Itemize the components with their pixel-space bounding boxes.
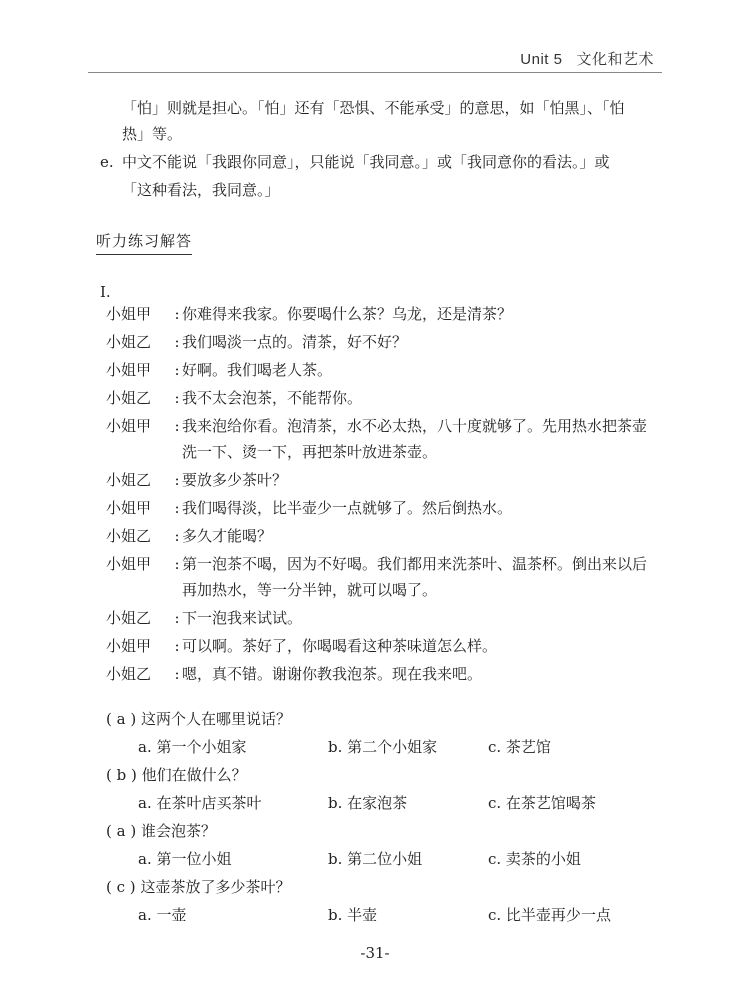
- option: c. 卖茶的小姐: [488, 850, 581, 868]
- utterance: 要放多少茶叶？: [182, 471, 288, 489]
- speaker: 小姐乙: [106, 609, 152, 627]
- dialogue-line: 小姐乙 : 下一泡我来试试。: [106, 606, 302, 630]
- question-label: ( a ): [106, 822, 137, 840]
- question-text: 谁会泡茶？: [140, 822, 216, 840]
- section-title: 听力练习解答: [96, 230, 192, 255]
- dialogue-line: 小姐甲 : 我来泡给你看。泡清茶，水不必太热，八十度就够了。先用热水把茶壶: [106, 414, 647, 438]
- option: c. 比半壶再少一点: [488, 906, 611, 924]
- speaker: 小姐乙: [106, 527, 152, 545]
- dialogue-line: 小姐甲 : 我们喝得淡，比半壶少一点就够了。然后倒热水。: [106, 496, 512, 520]
- speaker: 小姐甲: [106, 499, 152, 517]
- utterance: 我们喝得淡，比半壶少一点就够了。然后倒热水。: [182, 499, 513, 517]
- utterance-continued: 洗一下、烫一下，再把茶叶放进茶壶。: [182, 443, 438, 461]
- option: a. 第一个小姐家: [138, 738, 247, 756]
- question-label: ( b ): [106, 766, 137, 784]
- utterance: 你难得来我家。你要喝什么茶？乌龙，还是清茶？: [182, 305, 513, 323]
- utterance: 第一泡茶不喝，因为不好喝。我们都用来洗茶叶、温茶杯。倒出来以后: [182, 555, 648, 573]
- option: c. 茶艺馆: [488, 738, 551, 756]
- utterance-continued: 再加热水，等一分半钟，就可以喝了。: [182, 581, 438, 599]
- note-e-line2: 「这种看法，我同意。」: [122, 181, 280, 199]
- note-d-line1: 「怕」则就是担心。「怕」还有「恐惧、不能承受」的意思，如「怕黑」、「怕: [122, 99, 625, 117]
- question: [106, 820, 216, 841]
- option: b. 半壶: [328, 906, 378, 924]
- utterance: 多久才能喝？: [182, 527, 273, 545]
- question: [106, 876, 290, 897]
- question: [106, 708, 291, 729]
- dialogue-line: 小姐乙 : 要放多少茶叶？: [106, 468, 287, 492]
- dialogue-line: 小姐甲 : 第一泡茶不喝，因为不好喝。我们都用来洗茶叶、温茶杯。倒出来以后: [106, 552, 647, 576]
- speaker: 小姐乙: [106, 389, 152, 407]
- speaker: 小姐甲: [106, 305, 152, 323]
- question-text: 这壶茶放了多少茶叶？: [140, 878, 291, 896]
- utterance: 我不太会泡茶，不能帮你。: [182, 389, 363, 407]
- page-header: [520, 48, 654, 69]
- option: b. 在家泡茶: [328, 794, 408, 812]
- speaker: 小姐甲: [106, 417, 152, 435]
- note-d-line2: 热」等。: [122, 125, 183, 143]
- utterance: 可以啊。茶好了，你喝喝看这种茶味道怎么样。: [182, 637, 498, 655]
- option: c. 在茶艺馆喝茶: [488, 794, 596, 812]
- header-divider: [88, 72, 662, 73]
- utterance: 嗯，真不错。谢谢你教我泡茶。现在我来吧。: [182, 665, 483, 683]
- dialogue-line: 小姐甲 : 你难得来我家。你要喝什么茶？乌龙，还是清茶？: [106, 302, 512, 326]
- dialogue-line: 小姐乙 : 我不太会泡茶，不能帮你。: [106, 386, 362, 410]
- speaker: 小姐乙: [106, 333, 152, 351]
- dialogue-line: 小姐乙 : 我们喝淡一点的。清茶，好不好？: [106, 330, 407, 354]
- utterance: 我来泡给你看。泡清茶，水不必太热，八十度就够了。先用热水把茶壶: [182, 417, 648, 435]
- page-number: -31-: [360, 944, 390, 962]
- unit-title: 文化和艺术: [576, 51, 654, 68]
- option: a. 第一位小姐: [138, 850, 232, 868]
- question-text: 他们在做什么？: [141, 766, 247, 784]
- utterance: 下一泡我来试试。: [182, 609, 303, 627]
- speaker: 小姐甲: [106, 361, 152, 379]
- question: [106, 764, 247, 785]
- option: a. 一壶: [138, 906, 187, 924]
- unit-label: Unit 5: [520, 51, 563, 68]
- speaker: 小姐乙: [106, 665, 152, 683]
- note-e-line1: 中文不能说「我跟你同意」，只能说「我同意。」或「我同意你的看法。」或: [122, 153, 610, 171]
- dialogue-line: 小姐乙 : 嗯，真不错。谢谢你教我泡茶。现在我来吧。: [106, 662, 482, 686]
- question-label: ( c ): [106, 878, 136, 896]
- dialogue-line: 小姐甲 : 好啊。我们喝老人茶。: [106, 358, 332, 382]
- part-label: I.: [100, 283, 111, 301]
- question-text: 这两个人在哪里说话？: [140, 710, 291, 728]
- utterance: 我们喝淡一点的。清茶，好不好？: [182, 333, 408, 351]
- option: a. 在茶叶店买茶叶: [138, 794, 262, 812]
- speaker: 小姐乙: [106, 471, 152, 489]
- note-e-label: e.: [100, 153, 114, 171]
- dialogue-line: 小姐乙 : 多久才能喝？: [106, 524, 272, 548]
- option: b. 第二位小姐: [328, 850, 423, 868]
- utterance: 好啊。我们喝老人茶。: [182, 361, 333, 379]
- dialogue-line: 小姐甲 : 可以啊。茶好了，你喝喝看这种茶味道怎么样。: [106, 634, 497, 658]
- question-label: ( a ): [106, 710, 137, 728]
- speaker: 小姐甲: [106, 555, 152, 573]
- speaker: 小姐甲: [106, 637, 152, 655]
- option: b. 第二个小姐家: [328, 738, 438, 756]
